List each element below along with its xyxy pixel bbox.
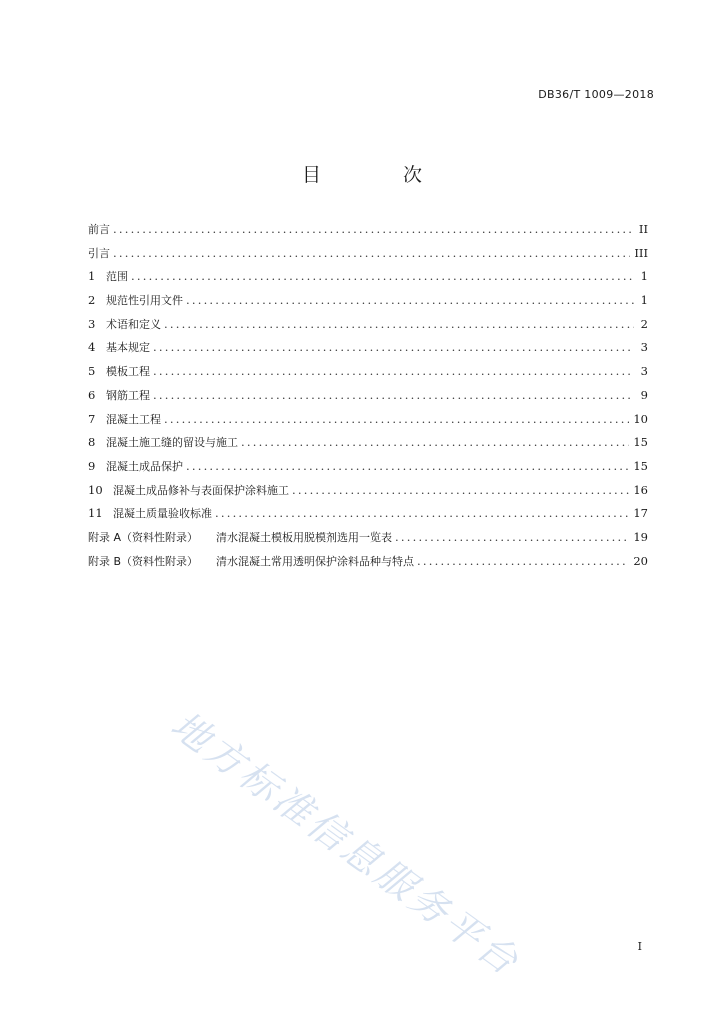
toc-entry[interactable]	[88, 336, 648, 360]
toc-entry-title	[88, 242, 110, 266]
toc-entry-number: 2	[88, 293, 96, 308]
toc-entry-title	[106, 313, 161, 337]
toc-entry-label: 前言	[88, 223, 110, 236]
toc-entry-page: III	[634, 245, 648, 260]
toc-entry-title	[106, 289, 183, 313]
toc-entry-title	[88, 526, 392, 550]
toc-entry-number: 1	[88, 269, 96, 284]
toc-entry-label: 混凝土质量验收标准	[113, 507, 212, 521]
document-code: DB36/T 1009—2018	[538, 88, 654, 101]
toc-entry-number: 5	[88, 364, 96, 379]
toc-entry-label: 模板工程	[106, 365, 150, 379]
toc-entry-title	[106, 336, 150, 360]
toc-entry-title	[88, 218, 110, 242]
toc-leader-dots	[417, 550, 629, 574]
toc-entry[interactable]	[88, 431, 648, 455]
toc-entry-number: 7	[88, 411, 96, 426]
toc-entry-page: 1	[640, 269, 648, 284]
toc-entry-page: 3	[640, 364, 648, 379]
toc-entry-title	[106, 431, 238, 455]
toc-entry-title	[113, 479, 289, 503]
toc-entry-number: 6	[88, 387, 96, 402]
toc-entry-title	[106, 265, 128, 289]
toc-entry-label: 附录 B（资料性附录）	[88, 554, 199, 568]
toc-leader-dots	[113, 218, 634, 242]
toc-entry-page: 9	[640, 387, 648, 402]
toc-entry-page: 19	[633, 529, 648, 544]
toc-leader-dots	[131, 265, 634, 289]
table-of-contents	[88, 218, 648, 573]
toc-leader-dots	[241, 431, 629, 455]
toc-entry[interactable]	[88, 384, 648, 408]
toc-entry-number: 11	[88, 506, 103, 521]
toc-entry-number: 8	[88, 435, 96, 450]
toc-entry-page: 10	[633, 411, 648, 426]
toc-entry-page: 2	[640, 316, 648, 331]
toc-entry-title	[106, 360, 150, 384]
toc-leader-dots	[186, 289, 634, 313]
toc-entry-number: 4	[88, 340, 96, 355]
toc-entry-page: II	[638, 222, 648, 236]
toc-leader-dots	[215, 502, 629, 526]
toc-entry-label: 范围	[106, 270, 128, 284]
toc-entry-number: 9	[88, 458, 96, 473]
toc-entry-page: 15	[633, 458, 648, 473]
toc-leader-dots	[113, 242, 630, 266]
toc-entry-label: 引言	[88, 246, 110, 260]
toc-entry-page: 17	[633, 506, 648, 521]
toc-entry-subtitle: 清水混凝土常用透明保护涂料品种与特点	[216, 554, 415, 568]
toc-entry-title	[106, 408, 161, 432]
toc-leader-dots	[292, 479, 629, 503]
toc-leader-dots	[153, 384, 634, 408]
toc-entry-label: 规范性引用文件	[106, 294, 183, 308]
toc-entry-page: 16	[633, 482, 648, 497]
toc-entry[interactable]	[88, 218, 648, 242]
toc-entry-title	[106, 455, 183, 479]
toc-entry[interactable]	[88, 479, 648, 503]
page-number: I	[637, 940, 642, 953]
toc-entry-page: 3	[640, 340, 648, 355]
toc-leader-dots	[395, 526, 629, 550]
toc-entry[interactable]	[88, 313, 648, 337]
toc-entry-title	[113, 502, 212, 526]
toc-entry-number: 3	[88, 316, 96, 331]
toc-entry-subtitle: 清水混凝土模板用脱模剂选用一览表	[216, 530, 393, 544]
toc-entry-label: 混凝土成品修补与表面保护涂料施工	[113, 483, 289, 497]
toc-entry-label: 混凝土施工缝的留设与施工	[106, 436, 238, 450]
toc-entry[interactable]	[88, 242, 648, 266]
toc-entry[interactable]	[88, 502, 648, 526]
toc-entry[interactable]	[88, 550, 648, 574]
toc-entry-page: 1	[640, 293, 648, 308]
page-title: 目 次	[301, 164, 461, 186]
toc-leader-dots	[164, 408, 629, 432]
toc-entry[interactable]	[88, 455, 648, 479]
toc-entry-label: 附录 A（资料性附录）	[88, 530, 199, 544]
toc-entry-page: 15	[633, 435, 648, 450]
toc-entry-label: 钢筋工程	[106, 388, 150, 402]
toc-entry-title	[88, 550, 414, 574]
toc-entry[interactable]	[88, 408, 648, 432]
toc-entry-page: 20	[633, 553, 648, 568]
toc-entry[interactable]	[88, 360, 648, 384]
toc-entry-label: 基本规定	[106, 341, 150, 355]
toc-entry-number: 10	[88, 482, 103, 497]
toc-entry-title	[106, 384, 150, 408]
toc-entry[interactable]	[88, 289, 648, 313]
toc-leader-dots	[164, 313, 634, 337]
toc-leader-dots	[153, 360, 634, 384]
toc-entry-label: 混凝土工程	[106, 412, 161, 426]
toc-leader-dots	[186, 455, 629, 479]
toc-entry-label: 混凝土成品保护	[106, 459, 183, 473]
toc-entry-label: 术语和定义	[106, 317, 161, 331]
toc-leader-dots	[153, 336, 634, 360]
toc-entry[interactable]	[88, 265, 648, 289]
toc-entry[interactable]	[88, 526, 648, 550]
watermark: 地方标准信息服务平台	[163, 702, 529, 986]
